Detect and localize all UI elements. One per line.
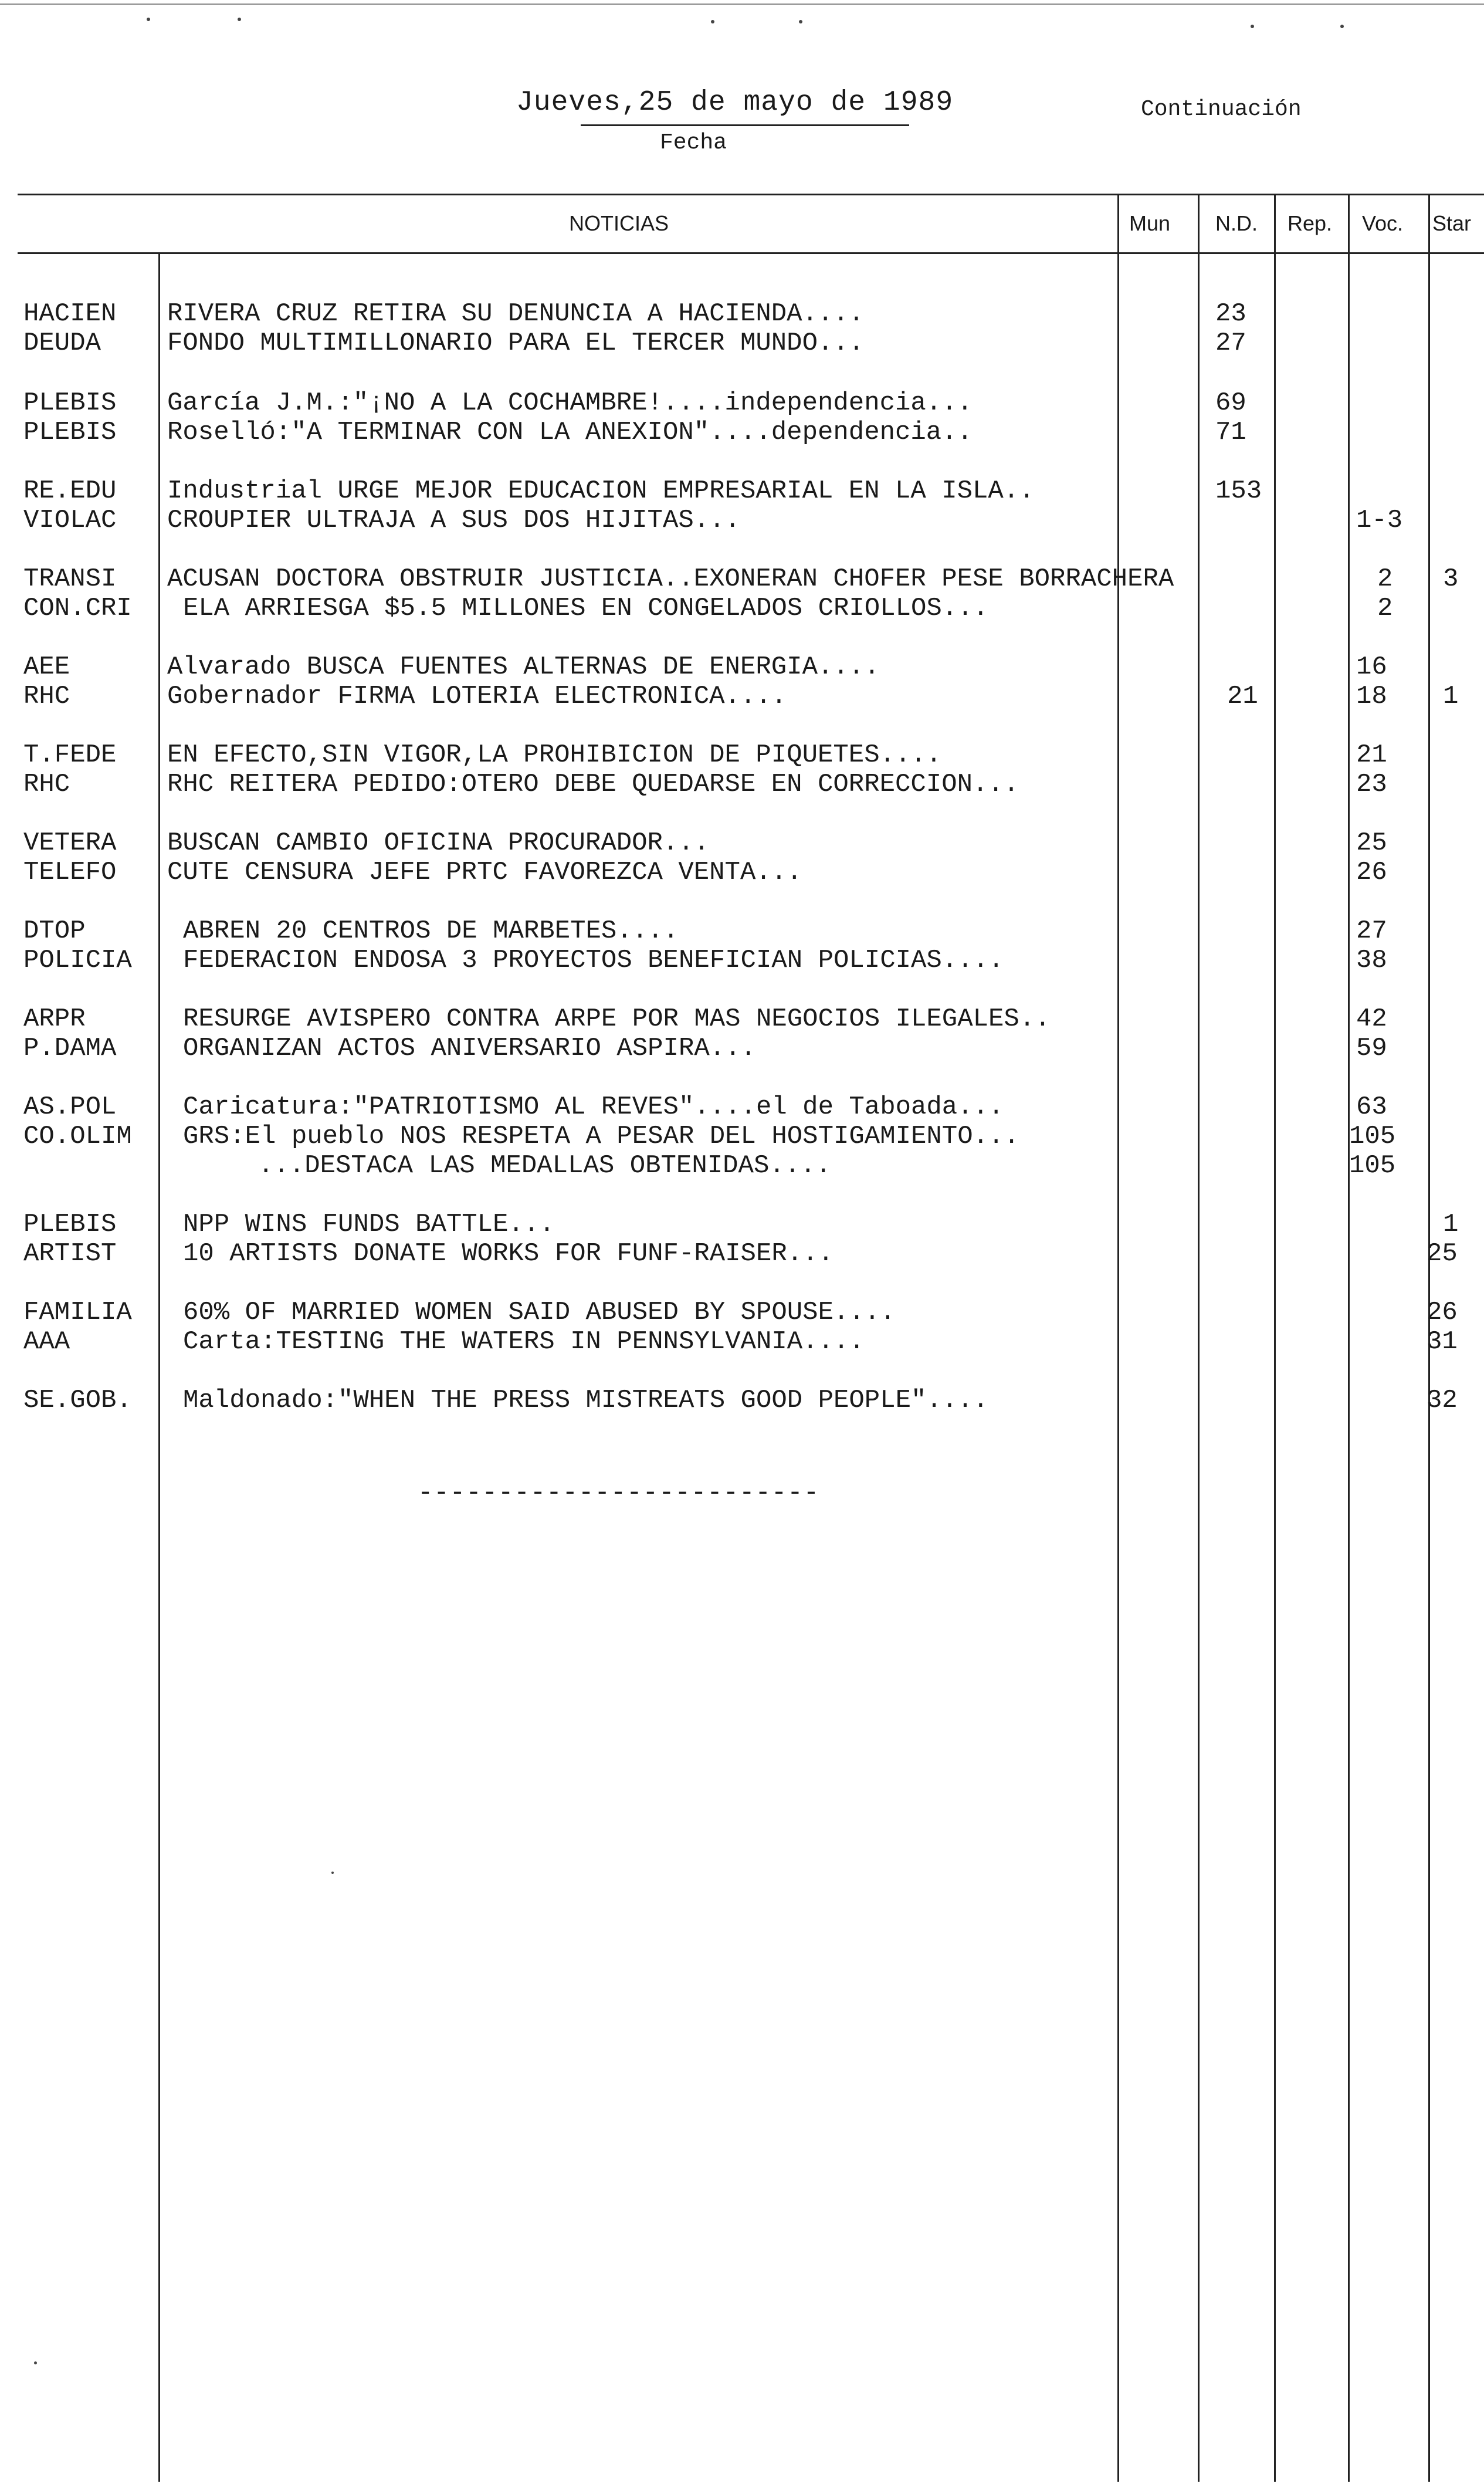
end-of-list-marker: ------------------------- bbox=[418, 1478, 820, 1508]
row-section: P.DAMA bbox=[23, 1034, 117, 1063]
row-section: AEE bbox=[23, 652, 70, 682]
table-row bbox=[0, 1004, 1484, 1034]
row-section: PLEBIS bbox=[23, 388, 117, 418]
table-top-rule bbox=[18, 194, 1484, 195]
row-headline: RIVERA CRUZ RETIRA SU DENUNCIA A HACIENDA.... bbox=[167, 299, 865, 329]
row-section: CO.OLIM bbox=[23, 1122, 132, 1151]
row-nd-page: 153 bbox=[1215, 476, 1262, 506]
row-section: AS.POL bbox=[23, 1092, 117, 1122]
table-row bbox=[0, 1386, 1484, 1415]
row-voc-page: 2 bbox=[1377, 564, 1393, 594]
row-voc-page: 16 bbox=[1356, 652, 1387, 682]
row-headline: Gobernador FIRMA LOTERIA ELECTRONICA.... bbox=[167, 682, 787, 711]
row-headline: CROUPIER ULTRAJA A SUS DOS HIJITAS... bbox=[167, 506, 740, 535]
row-headline: RHC REITERA PEDIDO:OTERO DEBE QUEDARSE EN CORRECCION... bbox=[167, 770, 1019, 799]
row-headline: ACUSAN DOCTORA OBSTRUIR JUSTICIA..EXONERAN CHOFER PESE BORRACHERA bbox=[167, 564, 1174, 594]
row-section: PLEBIS bbox=[23, 418, 117, 447]
row-section: ARTIST bbox=[23, 1239, 117, 1268]
table-row bbox=[0, 916, 1484, 946]
row-headline: Industrial URGE MEJOR EDUCACION EMPRESARIAL EN LA ISLA.. bbox=[167, 476, 1035, 506]
document-date: Jueves,25 de mayo de 1989 bbox=[516, 87, 954, 119]
speck bbox=[147, 18, 150, 21]
top-edge-line bbox=[0, 4, 1484, 5]
speck bbox=[331, 1872, 334, 1874]
row-voc-page: 38 bbox=[1356, 946, 1387, 975]
row-headline: Roselló:"A TERMINAR CON LA ANEXION"....dependencia.. bbox=[167, 418, 973, 447]
table-row bbox=[0, 564, 1484, 594]
column-header-star: Star bbox=[1432, 211, 1472, 235]
row-star-page: 32 bbox=[1427, 1386, 1458, 1415]
row-headline: ABREN 20 CENTROS DE MARBETES.... bbox=[183, 916, 679, 946]
table-row bbox=[0, 1210, 1484, 1239]
row-section: TRANSI bbox=[23, 564, 117, 594]
row-voc-page: 105 bbox=[1349, 1151, 1396, 1180]
table-row bbox=[0, 946, 1484, 975]
row-headline: RESURGE AVISPERO CONTRA ARPE POR MAS NEGOCIOS ILEGALES.. bbox=[183, 1004, 1051, 1034]
table-row bbox=[0, 476, 1484, 506]
row-headline: Carta:TESTING THE WATERS IN PENNSYLVANIA.... bbox=[183, 1327, 865, 1356]
row-nd-page: 21 bbox=[1227, 682, 1258, 711]
row-nd-page: 23 bbox=[1215, 299, 1246, 329]
row-voc-page: 1-3 bbox=[1356, 506, 1403, 535]
row-headline: FEDERACION ENDOSA 3 PROYECTOS BENEFICIAN POLICIAS.... bbox=[183, 946, 1004, 975]
table-row bbox=[0, 1298, 1484, 1327]
row-headline: 60% OF MARRIED WOMEN SAID ABUSED BY SPOUSE.... bbox=[183, 1298, 896, 1327]
row-section: RHC bbox=[23, 770, 70, 799]
row-section: VIOLAC bbox=[23, 506, 117, 535]
table-row bbox=[0, 770, 1484, 799]
row-star-page: 25 bbox=[1427, 1239, 1458, 1268]
row-voc-page: 23 bbox=[1356, 770, 1387, 799]
table-row bbox=[0, 388, 1484, 418]
column-header-mun: Mun bbox=[1129, 211, 1171, 235]
row-headline: ELA ARRIESGA $5.5 MILLONES EN CONGELADOS CRIOLLOS... bbox=[183, 594, 989, 623]
speck bbox=[34, 2361, 37, 2364]
row-voc-page: 2 bbox=[1377, 594, 1393, 623]
table-row bbox=[0, 299, 1484, 329]
column-header-nd: N.D. bbox=[1215, 211, 1258, 235]
row-headline: BUSCAN CAMBIO OFICINA PROCURADOR... bbox=[167, 828, 710, 858]
row-star-page: 3 bbox=[1443, 564, 1459, 594]
row-section: HACIEN bbox=[23, 299, 117, 329]
speck bbox=[238, 18, 241, 21]
row-section: DTOP bbox=[23, 916, 86, 946]
row-star-page: 26 bbox=[1427, 1298, 1458, 1327]
column-header-voc: Voc. bbox=[1362, 211, 1404, 235]
row-section: AAA bbox=[23, 1327, 70, 1356]
row-voc-page: 105 bbox=[1349, 1122, 1396, 1151]
row-section: FAMILIA bbox=[23, 1298, 132, 1327]
row-section: RHC bbox=[23, 682, 70, 711]
row-section: DEUDA bbox=[23, 329, 101, 358]
table-row bbox=[0, 418, 1484, 447]
row-headline: 10 ARTISTS DONATE WORKS FOR FUNF-RAISER... bbox=[183, 1239, 834, 1268]
row-section: PLEBIS bbox=[23, 1210, 117, 1239]
row-headline: Alvarado BUSCA FUENTES ALTERNAS DE ENERGIA.... bbox=[167, 652, 880, 682]
row-nd-page: 69 bbox=[1215, 388, 1246, 418]
row-section: POLICIA bbox=[23, 946, 132, 975]
row-voc-page: 59 bbox=[1356, 1034, 1387, 1063]
date-underline bbox=[581, 124, 909, 126]
row-voc-page: 42 bbox=[1356, 1004, 1387, 1034]
row-star-page: 1 bbox=[1443, 1210, 1459, 1239]
table-row bbox=[0, 740, 1484, 770]
speck bbox=[799, 20, 802, 23]
fecha-label: Fecha bbox=[660, 130, 727, 155]
row-headline: ORGANIZAN ACTOS ANIVERSARIO ASPIRA... bbox=[183, 1034, 756, 1063]
row-voc-page: 18 bbox=[1356, 682, 1387, 711]
table-row bbox=[0, 1239, 1484, 1268]
row-headline: Maldonado:"WHEN THE PRESS MISTREATS GOOD PEOPLE".... bbox=[183, 1386, 989, 1415]
table-row bbox=[0, 828, 1484, 858]
row-voc-page: 27 bbox=[1356, 916, 1387, 946]
row-nd-page: 27 bbox=[1215, 329, 1246, 358]
row-voc-page: 26 bbox=[1356, 858, 1387, 887]
continuation-label: Continuación bbox=[1141, 97, 1302, 122]
row-voc-page: 21 bbox=[1356, 740, 1387, 770]
row-headline: NPP WINS FUNDS BATTLE... bbox=[183, 1210, 555, 1239]
row-nd-page: 71 bbox=[1215, 418, 1246, 447]
table-row bbox=[0, 1034, 1484, 1063]
column-header-rep: Rep. bbox=[1288, 211, 1333, 235]
row-section: VETERA bbox=[23, 828, 117, 858]
speck bbox=[711, 20, 714, 23]
row-star-page: 1 bbox=[1443, 682, 1459, 711]
table-header-rule bbox=[18, 252, 1484, 254]
column-header-noticias: NOTICIAS bbox=[569, 211, 669, 235]
speck bbox=[1251, 25, 1254, 28]
table-row bbox=[0, 682, 1484, 711]
table-row bbox=[0, 329, 1484, 358]
row-headline: García J.M.:"¡NO A LA COCHAMBRE!....independencia... bbox=[167, 388, 973, 418]
table-row bbox=[0, 1327, 1484, 1356]
row-section: TELEFO bbox=[23, 858, 117, 887]
row-section: T.FEDE bbox=[23, 740, 117, 770]
row-headline: Caricatura:"PATRIOTISMO AL REVES"....el de Taboada... bbox=[183, 1092, 1004, 1122]
table-row bbox=[0, 1151, 1484, 1180]
row-section: SE.GOB. bbox=[23, 1386, 132, 1415]
row-headline: FONDO MULTIMILLONARIO PARA EL TERCER MUNDO... bbox=[167, 329, 865, 358]
row-star-page: 31 bbox=[1427, 1327, 1458, 1356]
speck bbox=[1340, 25, 1344, 28]
row-headline: GRS:El pueblo NOS RESPETA A PESAR DEL HOSTIGAMIENTO... bbox=[183, 1122, 1019, 1151]
table-row bbox=[0, 506, 1484, 535]
row-section: RE.EDU bbox=[23, 476, 117, 506]
table-row bbox=[0, 594, 1484, 623]
row-voc-page: 63 bbox=[1356, 1092, 1387, 1122]
row-headline: EN EFECTO,SIN VIGOR,LA PROHIBICION DE PIQUETES.... bbox=[167, 740, 942, 770]
row-section: CON.CRI bbox=[23, 594, 132, 623]
table-row bbox=[0, 858, 1484, 887]
row-section: ARPR bbox=[23, 1004, 86, 1034]
row-voc-page: 25 bbox=[1356, 828, 1387, 858]
row-headline: CUTE CENSURA JEFE PRTC FAVOREZCA VENTA... bbox=[167, 858, 802, 887]
table-row bbox=[0, 1092, 1484, 1122]
table-row bbox=[0, 652, 1484, 682]
table-row bbox=[0, 1122, 1484, 1151]
row-headline: ...DESTACA LAS MEDALLAS OBTENIDAS.... bbox=[258, 1151, 831, 1180]
